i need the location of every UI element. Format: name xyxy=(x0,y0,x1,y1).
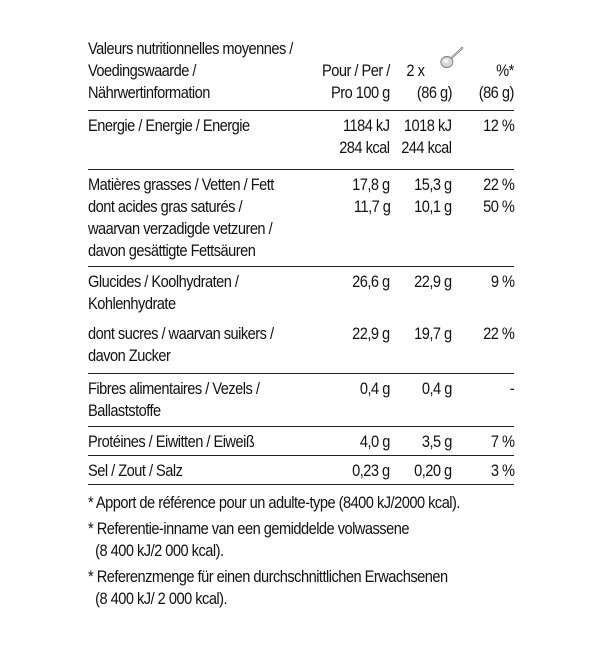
table-row xyxy=(88,456,514,484)
header-per-line: Pro 100 g xyxy=(331,83,390,102)
table-header xyxy=(88,38,514,110)
row-value-serving: 22,9 g xyxy=(414,272,452,291)
row-label: Glucides / Koolhydraten / Kohlenhydrate xyxy=(88,272,239,313)
row-value-percent: 50 % xyxy=(482,197,514,216)
row-value-100g: 17,8 g xyxy=(352,175,390,194)
row-label: Sel / Zout / Salz xyxy=(88,461,183,480)
row-label: dont acides gras saturés / waarvan verzadigde vetzuren / davon gesättigte Fettsäuren xyxy=(88,197,273,260)
footnote-line: (8 400 kJ/2 000 kcal). xyxy=(88,541,224,560)
row-value-100g: 26,6 g xyxy=(352,272,390,291)
row-label: Fibres alimentaires / Vezels / Ballaststoffe xyxy=(88,379,260,420)
table-row xyxy=(88,196,514,266)
row-value-serving: 3,5 g xyxy=(422,432,452,451)
spoon-icon xyxy=(428,61,452,79)
row-value-100g: 0,4 g xyxy=(360,379,390,398)
row-value-100g: 0,23 g xyxy=(352,461,390,480)
footnote-line: * Referenzmenge für einen durchschnittlichen Erwachsenen xyxy=(88,567,448,586)
footnote-line: * Apport de référence pour un adulte-type (8400 kJ/2000 kcal). xyxy=(88,493,460,512)
row-value-100g: 11,7 g xyxy=(353,197,390,216)
row-value-percent: 22 % xyxy=(482,324,514,343)
footnotes xyxy=(88,492,520,610)
row-value-100g: 22,9 g xyxy=(352,324,390,343)
header-per-serving xyxy=(399,60,452,104)
row-label: Matières grasses / Vetten / Fett xyxy=(88,175,274,194)
header-percent-line: %* xyxy=(496,61,514,80)
row-value-percent: 12 % xyxy=(482,116,514,135)
row-value-percent: 7 % xyxy=(490,432,514,451)
serving-count: 2 x xyxy=(406,61,425,80)
table-row xyxy=(88,267,514,319)
table-row xyxy=(88,111,514,159)
row-value-100g: 4,0 g xyxy=(360,432,390,451)
header-label-line: Voedingswaarde / xyxy=(88,61,196,80)
row-value-percent: 3 % xyxy=(490,461,514,480)
header-label-line: Nährwertinformation xyxy=(88,83,210,102)
table-row xyxy=(88,374,514,426)
row-value-100g: 1184 kJ 284 kcal xyxy=(339,116,390,157)
row-value-serving: 1018 kJ 244 kcal xyxy=(401,116,452,157)
table-row xyxy=(88,170,514,196)
footnote-line: (8 400 kJ/ 2 000 kcal). xyxy=(88,589,228,608)
row-value-serving: 0,20 g xyxy=(414,461,452,480)
header-label-line: Valeurs nutritionnelles moyennes / xyxy=(88,39,293,58)
table-row xyxy=(88,427,514,455)
serving-weight: (86 g) xyxy=(416,83,452,102)
row-value-serving: 0,4 g xyxy=(422,379,452,398)
footnote-line: * Referentie-inname van een gemiddelde volwassene xyxy=(88,519,409,538)
row-label: Energie / Energie / Energie xyxy=(88,116,250,135)
header-label xyxy=(88,38,293,104)
row-value-percent: - xyxy=(509,379,514,398)
row-value-percent: 22 % xyxy=(482,175,514,194)
row-value-percent: 9 % xyxy=(490,272,514,291)
row-label: dont sucres / waarvan suikers / davon Zucker xyxy=(88,324,274,365)
header-percent xyxy=(473,60,514,104)
table-row xyxy=(88,319,514,369)
row-value-serving: 19,7 g xyxy=(414,324,452,343)
header-percent-line: (86 g) xyxy=(478,83,514,102)
row-value-serving: 10,1 g xyxy=(414,197,452,216)
header-per-100g xyxy=(311,60,390,104)
nutrition-table xyxy=(88,38,514,485)
divider xyxy=(88,484,514,485)
header-per-line: Pour / Per / xyxy=(322,61,390,80)
row-label: Protéines / Eiwitten / Eiweiß xyxy=(88,432,255,451)
row-value-serving: 15,3 g xyxy=(414,175,452,194)
